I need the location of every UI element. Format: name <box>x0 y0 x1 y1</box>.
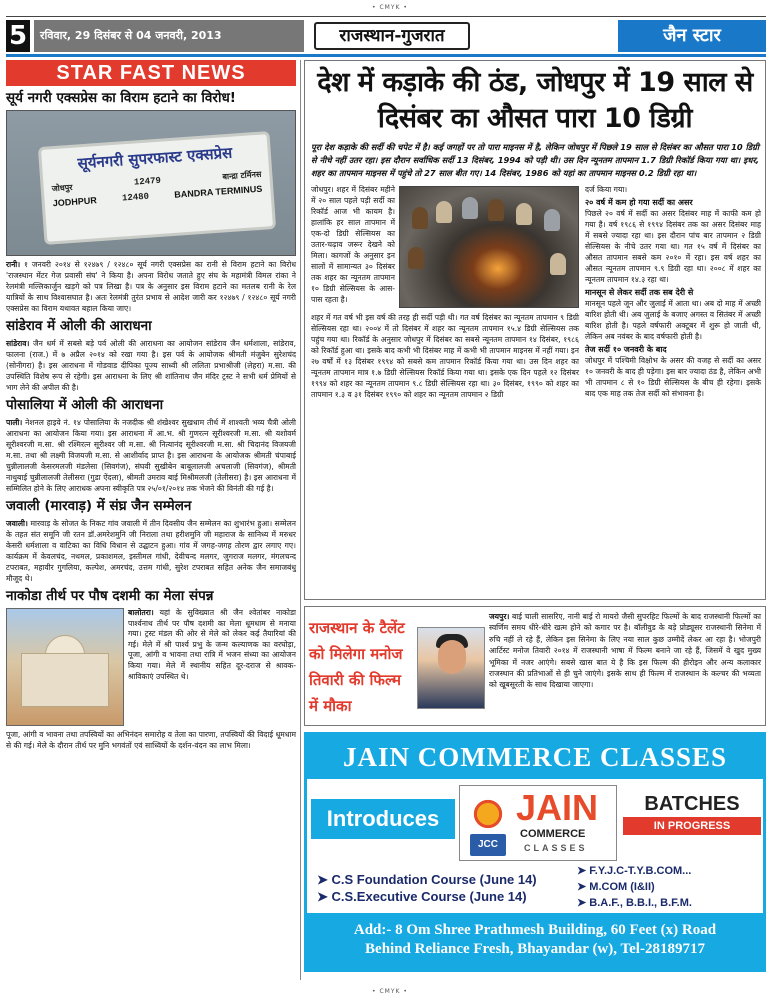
batches-badge <box>623 791 761 843</box>
manoj-body <box>489 611 761 691</box>
top-rule <box>6 16 766 17</box>
story3-dateline: पाली। <box>6 418 23 427</box>
col3-subhead-2: मानसून से लेकर सर्दी तक सब देरी से <box>585 288 694 297</box>
board-to: BANDRA TERMINUS <box>173 183 263 200</box>
manoj-story-box <box>304 606 766 726</box>
sun-logo-icon <box>466 792 510 836</box>
masthead: जैन स्टार <box>618 20 766 52</box>
course-item: ➤ C.S Foundation Course (June 14) <box>317 872 537 887</box>
person-figure <box>488 199 504 221</box>
col3-para-2: मानसून पहले जून और जुलाई में आता था। अब दो माह में अच्छी बारिश होती थी। अब जुलाई के बजाए अगस्त व सितंबर में अच्छी बारिश होती है। पहले वर्षफारी अक्टूबर में शुरू हो जाती थी, लेकिन अब नवंबर के बाद वर्षफारी होती है। <box>585 299 761 341</box>
story3-text: नेशनल हाइवे नं. १४ पोसालिया के नजदीक श्री शंखेश्वर सुखधाम तीर्थ में शाश्वती भव्य चैत्री ओली आराधना का आयोजन किया गया। इस आराधना में आ.भ. श्री गुणरत्न सूरीश्वरजी म.सा. श्री यशोवर्म सूरीश्वरजी म.सा. श्री रश्मिरत्न सूरीश्वर जी म.सा. श्री नित्यानंद सूरीश्वरजी म.सा. श्री चिदानंद विजयजी म.सा. तथा श्री लक्ष्मी विजयजी म.सा. से आशीर्वाद प्राप्त है। इस आराधना के आयोजक श्रीमती चंपाबाई चुन्नीलालजी केसरमलजी मंडलेसा (सिवगंज), संघवी सुखीबेन बाबूलालजी अचलाजी (सिवगंज), श्रीमती नाथुबाई चुन्नीलालजी तेलीसरा (गुडा ऐंदला), श्रीमती उमराव बाई मिश्रीमलजी (तेलीसरा) है। इस आराधना में सम्मिलित होने के लिए आराधक अपना स्वीकृति पत्र २५/०१/२०१४ तक भेजने की विनंती की गई है। <box>6 418 296 493</box>
story3-title: पोसालिया में ओली की आराधना <box>6 397 164 413</box>
person-figure <box>550 253 566 275</box>
address-line-2: Behind Reliance Fresh, Bhayandar (w), Tel-28189717 <box>365 941 705 957</box>
person-figure <box>544 209 560 231</box>
story5-title: नाकोडा तीर्थ पर पौष दशमी का मेला संपन्न <box>6 588 214 604</box>
logo-classes: CLASSES <box>524 843 588 853</box>
story2-title: सांडेराव में ओली की आराधना <box>6 318 152 334</box>
bonfire-photo <box>399 186 579 308</box>
temple-building <box>21 653 109 707</box>
story1-title: सूर्य नगरी एक्सप्रेस का विराम हटाने का विरोध! <box>6 90 236 106</box>
course-list-side <box>577 863 761 911</box>
story5-text: यहां के सुविख्यात श्री जैन श्वेतांबर नाकोडा पार्श्वनाथ तीर्थ पर पौष दशमी का मेला धूमधाम से मनाया गया। ट्रस्ट मंडल की ओर से मेले को लेकर कई तैयारियां की गई। मेले में श्री पार्श्व प्रभु के जन्म कल्याणक का वरघोड़ा, पूजा, आंगी व भावना तथा रात्रि में भजन संध्या का आयोजन किया गया। मेले में स्थानीय सहित दूर-दराज से श्रावक-श्राविकाएं उपस्थित थे। <box>128 608 296 681</box>
board-from: JODHPUR <box>52 195 98 209</box>
main-col1: जोधपुर। शहर में दिसंबर महीने में २० साल पहले पड़ी सर्दी का रिकॉर्ड आज भी कायम है। हालांकि हर साल तापमान में एक-दो डिग्री सेल्सियस का उतार-चढ़ाव जरूर देखने को मिला। कागजों के अनुसार इन सालों में सामान्यत ३० दिसंबर तक शहर का न्यूनतम तापमान १० डिग्री सेल्सियस के आस-पास रहता है। <box>311 185 395 304</box>
story2-text: जैन धर्म में सबसे बड़े पर्व ओली की आराधना का आयोजन सांडेराव जैन धर्मशाला, सांडेराव, फालना (राज.) में ७ अप्रैल २०१४ को रखा गया है। इस पर्व के आयोजक श्रीमती मंजुबेन सुरेशचंद (सोनीगरा) है। इस आराधना में गोडवाड दीपिका पूज्य साध्वी श्री ललिता प्रभाश्रीजी (लेहरा) म.सा. की उपस्थिति विशेष रूप से रहेगी। इस आराधना के लिए श्री शांतिनाथ जैन मंदिर ट्रस्ट ने सभी धर्म प्रेमियों से भाग लेने की अपील की है। <box>6 339 296 392</box>
col3-subhead-1: २० वर्ष में कम हो गया सर्दी का असर <box>585 198 693 207</box>
course-list-main <box>317 871 567 905</box>
story2-body <box>6 338 296 393</box>
star-fast-news-banner: STAR FAST NEWS <box>6 60 296 86</box>
ad-introduces: Introduces <box>311 799 455 839</box>
ad-address <box>307 913 763 969</box>
temple-photo <box>6 608 124 726</box>
story5-dateline: बालोतरा। <box>128 608 154 617</box>
person-figure <box>436 201 452 223</box>
left-column <box>6 60 296 980</box>
board-train-number-1: 12479 <box>133 175 162 188</box>
registration-mark-top: • CMYK • <box>372 4 408 11</box>
ad-title: JAIN COMMERCE CLASSES <box>307 735 763 779</box>
story3-body <box>6 417 296 494</box>
course-label: M.COM (I&II) <box>589 881 655 893</box>
registration-mark-bottom: • CMYK • <box>372 988 408 995</box>
story5-text-tail: पूजा, आंगी व भावना तथा तपस्वियों का अभिनंदन समारोह व तेला का पारणा, तपस्वियों की विदाई धूमधाम से की गई। मेले के दौरान तीर्थ पर मुनि भगवंतों एवं साध्वियों के दर्शन-वंदन का लाभ मिला। <box>6 730 296 750</box>
main-lead: पूरा देश कड़ाके की सर्दी की चपेट में है। कई जगहों पर तो पारा माइनस में है, लेकिन जोधपुर में पिछले 19 साल से दिसंबर का औसत पारा 10 डिग्री से नीचे नहीं उतर रहा। इस दौरान सर्वाधिक सर्दी 13 दिसंबर, 1994 को पड़ी थी। उस दिन न्यूनतम तापमान 1.7 डिग्री रिकॉर्ड किया गया था। इधर, शहर का तापमान माइनस में पहुंचे तो 27 साल बीत गए। 14 दिसंबर, 1986 को यहां का तापमान माइनस 0.2 डिग्री रहा था। <box>311 142 759 178</box>
main-col2: शहर में गत वर्ष भी इस वर्ष की तरह ही सर्दी पड़ी थी। गत वर्ष दिसंबर का न्यूनतम तापमान ९ डिग्री सेल्सियस रहा था। २००४ में तो दिसंबर में शहर का न्यूनतम तापमान १५.४ डिग्री सेल्सियस तक पहुंच गया था। रिकॉर्ड के अनुसार जोधपुर में दिसंबर का सबसे न्यूनतम तापमान १४ दिसंबर, १९८६ को रिकॉर्ड हुआ था। इसके बाद कभी भी दिसंबर माह में कभी भी तापमान माइनस में नहीं गया। इन २७ वर्षों में १३ दिसंबर १९९४ को सबसे कम तापमान रिकॉर्ड किया गया था। उस दिन शहर का न्यूनतम तापमान मात्र १.७ डिग्री सेल्सियस रिकॉर्ड किया गया था। इसके एक दिन पहले १२ दिसंबर १९९४ को शहर का न्यूनतम तापमान ९.८ डिग्री सेल्सियस रहा था। ३० दिसंबर, १९९० को शहर का तापमान १.३ व ३१ दिसंबर १९९० को शहर का न्यूनतम तापमान २ डिग्री <box>311 313 579 399</box>
manoj-title: राजस्थान के टैलेंट को मिलेगा मनोज तिवारी की फिल्म में मौका <box>309 619 405 715</box>
logo-jain: JAIN <box>516 787 599 828</box>
jain-commerce-ad <box>304 732 766 972</box>
story4-text: मारवाड़ के सोजत के निकट गांव जवाली में तीन दिवसीय जैन सम्मेलन का शुभारंभ हुआ। सम्मेलन के तहत संत समूनि जी रतन डॉ.अमरेशमुनि जी निराला तथा हरीशमुनि जी महाराज के सानिध्य में मरुधर केसरी धर्मशाला व वाटिका का विधि विधान से उद्घाटन हुआ। गांव में जगह-जगह तोरण द्वार लगाए गए। कार्यक्रम में केवलचंद, नथमल, प्रकाशमल, इस्तीमल गांधी, देवीचन्द मलगर, जुगराज मलगर, मंगलचन्द टपराबत, महावीर गुगलिया, कल्पेश, अमरचंद, उत्तम गांधी, सुरेश टपराबत सहित अनेक जैन समाजबंधु मौजूद थे। <box>6 519 296 583</box>
col3-para-3: जोधपुर में पश्चिमी विक्षोभ के असर की वजह से सर्दी का असर १० जनवरी के बाद ही पड़ेगा। इस बार ज्यादा ठंड है, लेकिन अभी भी तापमान ८ से १० डिग्री सेल्सियस के बीच ही रहेगा। इसके बाद एक माह तक तेज सर्दी को संभावना है। <box>585 356 761 398</box>
board-train-number-2: 12480 <box>121 191 150 204</box>
story4-dateline: जवाली। <box>6 519 28 528</box>
col3-subhead-3: तेज सर्दी १० जनवरी के बाद <box>585 345 667 354</box>
story1-dateline: रानी। <box>6 260 21 269</box>
logo-commerce: COMMERCE <box>520 828 586 840</box>
logo-jcc: JCC <box>470 834 506 856</box>
person-figure <box>412 207 428 229</box>
story4-title: जवाली (मारवाड़) में संघ्र जैन सम्मेलन <box>6 498 192 514</box>
board-from-hindi: जोधपुर <box>51 182 73 194</box>
course-label: F.Y.J.C-T.Y.B.COM... <box>589 865 692 877</box>
train-board-photo <box>6 110 296 256</box>
course-item: ➤ C.S.Executive Course (June 14) <box>317 889 527 904</box>
course-label: C.S.Executive Course (June 14) <box>331 889 527 904</box>
story2-dateline: सांडेराव। <box>6 339 30 348</box>
main-col3 <box>585 184 761 399</box>
address-line-1: Add:- 8 Om Shree Prathmesh Building, 60 Feet (x) Road <box>353 922 717 938</box>
board-to-hindi: बान्द्रा टर्मिनस <box>222 169 262 182</box>
manoj-tiwari-photo <box>417 627 485 709</box>
header-rule <box>6 54 766 57</box>
course-item: ➤ M.COM (I&II) <box>577 881 655 893</box>
page-number: 5 <box>6 20 30 52</box>
batches-status: IN PROGRESS <box>623 817 761 835</box>
story5-text-wrap <box>128 608 296 726</box>
story1-text: १ जनवरी २०१४ से १२४७९ / १२४८० सूर्य नगरी एक्सप्रेस का रानी से विराम हटाने का विरोध 'राजस्थान मेंटर गेज प्रवासी संघ' ने किया है। अपना विरोध जताते हुए संघ के महामंत्री विमल रांका ने रेलमंत्री मल्लिकार्जुन खड़गे को पत्र लिखा है। पत्र के अनुसार इस विराम हटाने का मतलब रानी के रेल यात्रियों के साथ विश्वासघात है। अतः रेलमंत्री तुरंत प्रभाव से आदेश जारी कर १२४७९ / १२४८० सूर्य नगरी एक्सप्रेस का विराम यथावत बहाल किया जाए। <box>6 260 296 313</box>
photo-face <box>438 640 466 674</box>
manoj-text: बाई चाली सासरिए, नानी बाई रो मायरो जैसी सुपरहिट फिल्मों के बाद राजस्थानी फिल्मों का स्वर्णिम समय धीरे-धीरे खत्म होने को कगार पर है। बॉलीवुड के बड़े प्रोड्यूसर राजस्थानी सिनेमा में रुचि नहीं ले रहे हैं, लेकिन इस सिनेमा के लिए नया साल कुछ उम्मीदें लेकर आ रहा है। भोजपुरी आर्टिस्ट मनोज तिवारी २०१४ में राजस्थानी भाषा में फिल्म बनाने जा रहे हैं, जिसमें वे खुद मुख्य भूमिका में नजर आएंगे। सबसे खास बात ये है कि इस फिल्म की हीरोइन और अन्य कलाकार राजस्थान की प्रतिभाओं से ही चुने जाएंगे। इसके साथ ही फिल्म में राजस्थान के कल्चर की भव्यता को खूबसूरती के साथ दिखाया जाएगा। <box>489 612 762 690</box>
batches-label: BATCHES <box>644 793 740 815</box>
col3-para-1: पिछले २० वर्ष में सर्दी का असर दिसंबर माह में काफी कम हो गया है। वर्ष १९८६ से १९९४ दिसंबर तक का असर दिसंबर माह में सबसे ज्यादा रहा था। इस दौरान पांच बार तापमान २ डिग्री सेल्सियस के नीचे उतर गया था। गत १५ वर्ष में दिसंबर का औसत तापमान सबसे कम २०१० में रहा। इस वर्ष शहर का औसत न्यूनतम तापमान ९.९ डिग्री रहा था। २००८ में शहर का न्यूनतम तापमान १४.३ रहा था। <box>585 209 761 284</box>
col3-top: दर्ज किया गया। <box>585 185 628 194</box>
course-label: C.S Foundation Course (June 14) <box>331 872 537 887</box>
main-story-box <box>304 60 766 600</box>
person-figure <box>516 203 532 225</box>
story1-body <box>6 259 296 314</box>
jcc-logo <box>459 785 617 861</box>
person-figure <box>408 247 424 269</box>
person-figure <box>462 197 478 219</box>
column-divider <box>300 60 301 980</box>
course-item: ➤ F.Y.J.C-T.Y.B.COM... <box>577 865 692 877</box>
manoj-dateline: जयपुर। <box>489 612 510 621</box>
course-label: B.A.F., B.B.I., B.F.M. <box>589 897 692 909</box>
board-hindi-name: सूर्यनगरी सुपरफास्ट एक्सप्रेस <box>76 143 233 173</box>
main-headline: देश में कड़ाके की ठंड, जोधपुर में 19 साल से दिसंबर का औसत पारा 10 डिग्री <box>317 67 753 134</box>
course-item: ➤ B.A.F., B.B.I., B.F.M. <box>577 897 692 909</box>
train-destination-board <box>38 131 276 245</box>
section-title: राजस्थान-गुजरात <box>314 22 470 50</box>
story4-body <box>6 518 296 584</box>
story5-body <box>6 608 296 726</box>
issue-date: रविवार, 29 दिसंबर से 04 जनवरी, 2013 <box>34 20 304 52</box>
page-header <box>6 20 766 52</box>
